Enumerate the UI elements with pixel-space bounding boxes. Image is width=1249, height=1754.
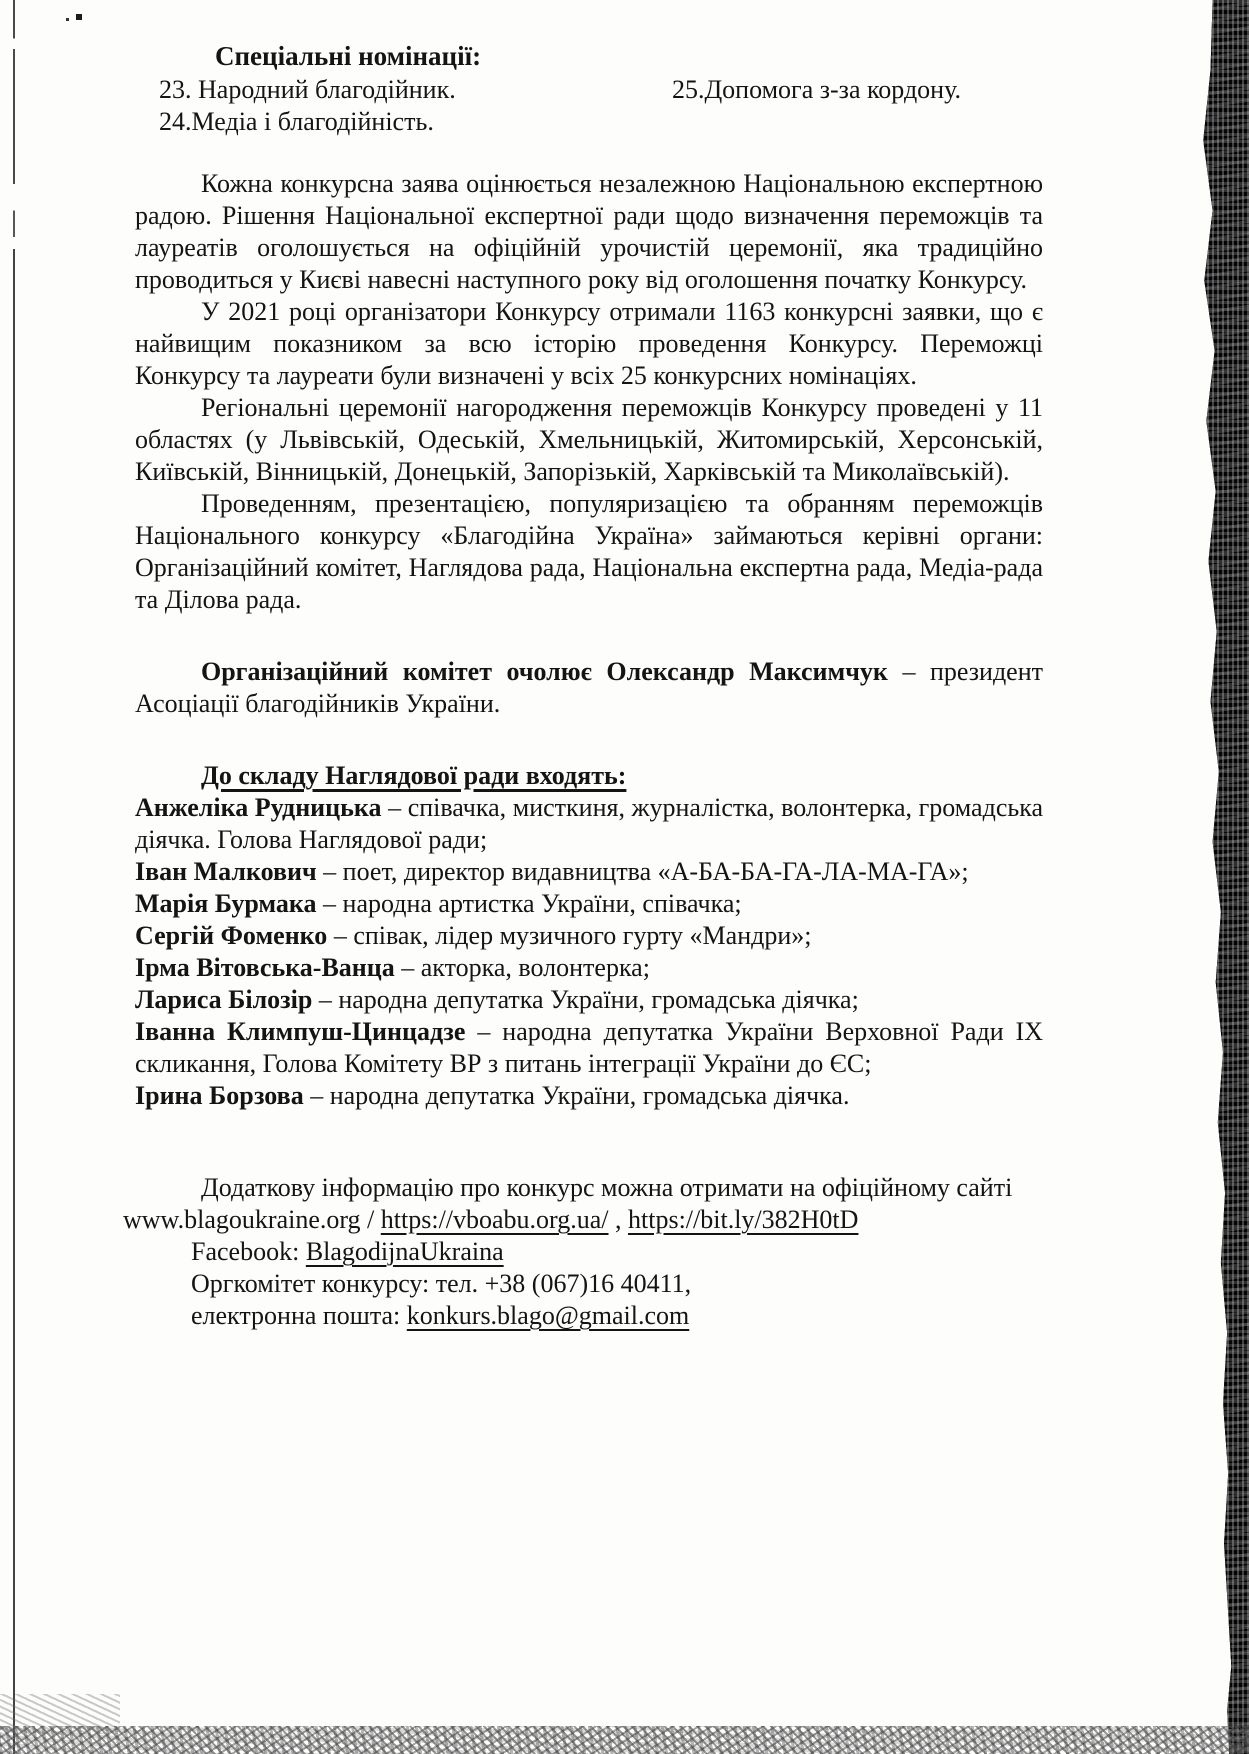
paragraph-governing-bodies: Проведенням, презентацією, популяризацією та обранням переможців Національного конкурсу «Благодійна Україна» займаються керівні органи: Організаційний комітет, Наглядова рада, Національна експертна рада, Медіа-рада та Ділова рада. (135, 489, 1043, 614)
board-member (135, 984, 1043, 1016)
member-name: Ірма Вітовська-Ванца (135, 953, 395, 982)
member-desc: – народна артистка України, співачка; (323, 889, 742, 918)
link-bitly: https://bit.ly/382H0tD (628, 1205, 859, 1234)
scan-dot-artifact (76, 14, 82, 20)
nominations-row (135, 74, 1043, 106)
member-name: Лариса Білозір (135, 985, 313, 1014)
member-desc: – співачка, мисткиня, журналістка, волонтерка, громадська діячка. Голова Наглядової ради; (135, 793, 1043, 854)
scan-bottom-noise-band (0, 1726, 1249, 1754)
member-desc: – народна депутатка України, громадська діячка; (318, 985, 859, 1014)
scan-bottom-smudge (0, 1694, 120, 1734)
spacer (135, 720, 1043, 760)
committee-head-bold: Організаційний комітет очолює Олександр Максимчук (201, 657, 888, 686)
board-member (135, 888, 1043, 920)
committee-head-rest: – президент Асоціації благодійників України. (135, 657, 1043, 718)
site-plain-text: www.blagoukraine.org / (123, 1205, 381, 1234)
scan-dot-artifact (66, 18, 69, 21)
member-desc: – поет, директор видавництва «А-БА-БА-ГА-ЛА-МА-ГА»; (323, 857, 969, 886)
member-name: Іванна Климпуш-Цинцадзе (135, 1017, 466, 1046)
email-line (191, 1300, 1043, 1332)
member-desc: – співак, лідер музичного гурту «Мандри»; (333, 921, 812, 950)
facebook-link: BlagodijnaUkraina (305, 1237, 504, 1266)
board-member (135, 920, 1043, 952)
paragraph-2021-applications: У 2021 році організатори Конкурсу отримали 1163 конкурсні заявки, що є найвищим показником за всю історію проведення Конкурсу. Переможці Конкурсу та лауреати були визначені у всіх 25 конкурсних номінаціях. (135, 297, 1043, 390)
board-member (135, 1080, 1043, 1112)
board-member (135, 1016, 1043, 1080)
board-member (135, 856, 1043, 888)
member-name: Сергій Фоменко (135, 921, 328, 950)
spacer (135, 616, 1043, 656)
website-links-line (123, 1204, 1043, 1236)
member-name: Ірина Борзова (135, 1081, 304, 1110)
member-name: Іван Малкович (135, 857, 317, 886)
member-desc: – народна депутатка України, громадська діячка. (310, 1081, 850, 1110)
member-name: Марія Бурмака (135, 889, 317, 918)
scan-right-edge-band (1197, 0, 1249, 1754)
paragraph-evaluation: Кожна конкурсна заява оцінюється незалежною Національною експертною радою. Рішення Національної експертної ради щодо визначення переможців та лауреатів оголошується на офіційній урочистій церемонії, яка традиційно проводиться у Києві навесні наступного року від оголошення початку Конкурсу. (135, 169, 1043, 294)
nomination-23: 23. Народний благодійник. (159, 75, 456, 104)
contact-info-block (123, 1172, 1043, 1332)
links-separator: , (608, 1205, 629, 1234)
nomination-24: 24.Медіа і благодійність. (159, 107, 434, 136)
supervisory-board-heading: До складу Наглядової ради входять: (201, 761, 627, 790)
paragraph-regional-ceremonies: Регіональні церемонії нагородження переможців Конкурсу проведені у 11 областях (у Львівській, Одеській, Хмельницькій, Житомирській, Херсонській, Київській, Вінницькій, Донецькій, Запорізькій, Харківській та Миколаївській). (135, 393, 1043, 486)
paragraph-committee-head (135, 656, 1043, 720)
additional-info-line: Додаткову інформацію про конкурс можна отримати на офіційному сайті (201, 1173, 1013, 1202)
member-desc: – акторка, волонтерка; (401, 953, 650, 982)
facebook-label: Facebook: (191, 1237, 306, 1266)
link-vboabu: https://vboabu.org.ua/ (380, 1205, 609, 1234)
scan-left-edge-line (13, 0, 15, 1754)
board-member (135, 792, 1043, 856)
member-desc: – народна депутатка України Верховної Ради IX скликання, Голова Комітету ВР з питань інтеграції України до ЄС; (135, 1017, 1043, 1078)
document-content (123, 40, 1043, 1332)
member-name: Анжеліка Рудницька (135, 793, 382, 822)
email-label: електронна пошта: (191, 1301, 407, 1330)
special-nominations-heading: Спеціальні номінації: (215, 41, 482, 71)
spacer (135, 138, 1043, 168)
facebook-line (191, 1236, 1043, 1268)
board-member (135, 952, 1043, 984)
nomination-25: 25.Допомога з-за кордону. (671, 75, 961, 104)
email-link: konkurs.blago@gmail.com (406, 1301, 690, 1330)
orgkomitet-phone-line: Оргкомітет конкурсу: тел. +38 (067)16 40411, (191, 1269, 692, 1298)
